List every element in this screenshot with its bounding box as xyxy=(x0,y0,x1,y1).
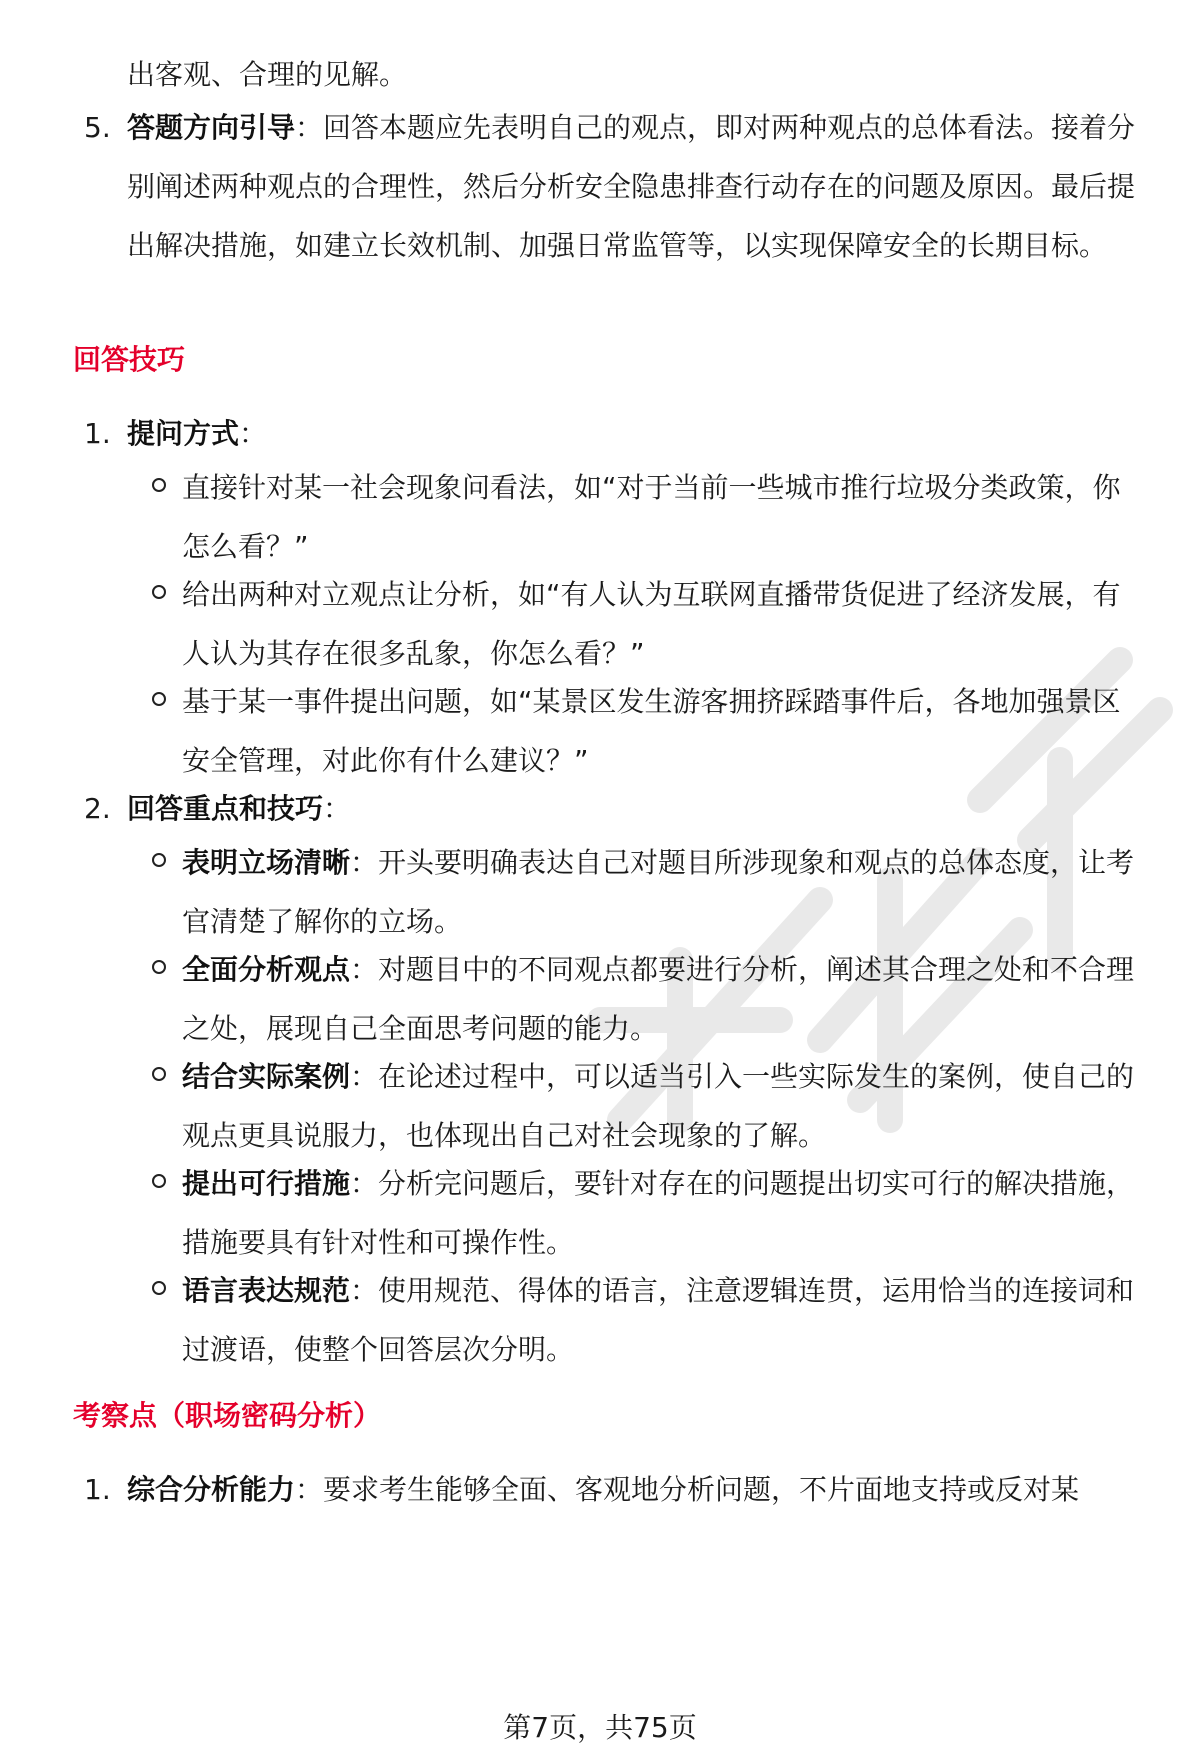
item-bold-label: 答题方向引导 xyxy=(127,111,296,144)
analysis-ability-item xyxy=(127,1460,1147,1519)
item-bold-label: 结合实际案例 xyxy=(182,1060,351,1093)
item-bold-label: 回答重点和技巧 xyxy=(127,792,324,825)
bullet-circle-icon xyxy=(152,960,166,974)
list-item xyxy=(182,940,1142,1058)
list-item: 基于某一事件提出问题，如“某景区发生游客拥挤踩踏事件后，各地加强景区安全管理，对此你有什么建议？” xyxy=(182,685,1121,777)
answer-direction-item xyxy=(127,98,1147,275)
bullet-circle-icon xyxy=(152,1281,166,1295)
item-bold-label: 提问方式 xyxy=(127,417,240,450)
item-text: ：回答本题应先表明自己的观点，即对两种观点的总体看法。接着分别阐述两种观点的合理性，然后分析安全隐患排查行动存在的问题及原因。最后提出解决措施，如建立长效机制、加强日常监管等，以实现保障安全的长期目标。 xyxy=(127,111,1136,262)
list-number: 1. xyxy=(84,1473,111,1506)
bullet-circle-icon xyxy=(152,585,166,599)
intro-continuation: 出客观、合理的见解。 xyxy=(127,58,408,91)
item-text: ： xyxy=(323,792,352,825)
question-style-item xyxy=(127,404,1147,463)
list-number: 2. xyxy=(84,792,111,825)
page-number: 第7页，共75页 xyxy=(503,1711,697,1744)
list-item: 给出两种对立观点让分析，如“有人认为互联网直播带货促进了经济发展，有人认为其存在很多乱象，你怎么看？” xyxy=(182,578,1121,670)
item-bold-label: 全面分析观点 xyxy=(182,953,351,986)
list-item xyxy=(182,833,1142,951)
bullet-circle-icon xyxy=(152,478,166,492)
item-bold-label: 综合分析能力 xyxy=(127,1473,296,1506)
list-item xyxy=(182,1154,1142,1272)
bullet-circle-icon xyxy=(152,1067,166,1081)
item-text: ： xyxy=(239,417,268,450)
item-text: ：要求考生能够全面、客观地分析问题，不片面地支持或反对某 xyxy=(295,1473,1080,1506)
item-text: ：分析完问题后，要针对存在的问题提出切实可行的解决措施，措施要具有针对性和可操作性。 xyxy=(182,1167,1135,1259)
bullet-circle-icon xyxy=(152,1174,166,1188)
item-text: ：对题目中的不同观点都要进行分析，阐述其合理之处和不合理之处，展现自己全面思考问题的能力。 xyxy=(182,953,1135,1045)
section-heading-tips: 回答技巧 xyxy=(73,343,186,376)
list-number: 5. xyxy=(84,111,111,144)
item-text: ：在论述过程中，可以适当引入一些实际发生的案例，使自己的观点更具说服力，也体现出自己对社会现象的了解。 xyxy=(182,1060,1135,1152)
answer-tips-item xyxy=(127,779,1147,838)
bullet-circle-icon xyxy=(152,692,166,706)
item-bold-label: 表明立场清晰 xyxy=(182,846,351,879)
item-bold-label: 提出可行措施 xyxy=(182,1167,351,1200)
bullet-circle-icon xyxy=(152,853,166,867)
section-heading-points: 考察点（职场密码分析） xyxy=(73,1399,382,1432)
item-text: ：使用规范、得体的语言，注意逻辑连贯，运用恰当的连接词和过渡语，使整个回答层次分明。 xyxy=(182,1274,1135,1366)
list-item: 直接针对某一社会现象问看法，如“对于当前一些城市推行垃圾分类政策，你怎么看？” xyxy=(182,471,1121,563)
item-bold-label: 语言表达规范 xyxy=(182,1274,351,1307)
item-text: ：开头要明确表达自己对题目所涉现象和观点的总体态度，让考官清楚了解你的立场。 xyxy=(182,846,1135,938)
list-item xyxy=(182,1047,1142,1165)
list-number: 1. xyxy=(84,417,111,450)
list-item xyxy=(182,1261,1142,1379)
